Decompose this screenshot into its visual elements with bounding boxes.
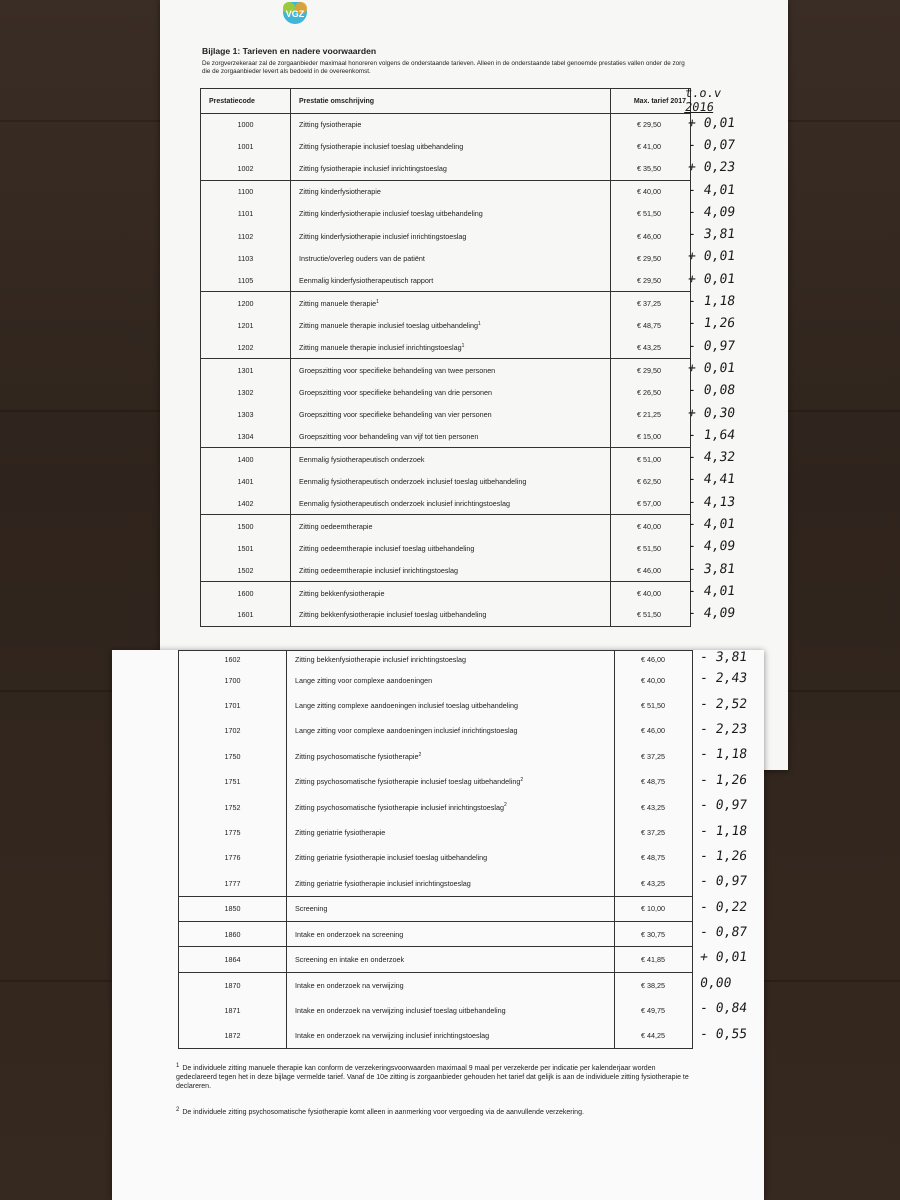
cell-description [287,845,615,870]
cell-description [291,136,611,158]
table-row [201,359,691,381]
cell-code: 1850 [179,896,287,921]
cell-description [287,651,615,668]
cell-code: 1600 [201,582,291,604]
cell-description [291,292,611,314]
handwritten-change: - 4,09 [686,204,737,220]
cell-code: 1777 [179,871,287,896]
table-row [201,314,691,336]
footnote-text: De individuele zitting manuele therapie kan conform de verzekeringsvoorwaarden maximaal 9 maal per verzekerde per indicatie per kalenderjaar worden gedeclareerd tegen het in deze bijlage vermelde tarief. Vanaf de 10e zitting is zorgaanbieder gehouden het tarief dat gelijk is aan de individuele zitting fysiotherapie te declareren. [176,1065,689,1091]
cell-code: 1400 [201,448,291,470]
cell-code: 1101 [201,203,291,225]
description-text: Groepszitting voor specifieke behandeling van drie personen [299,387,492,397]
description-text: Zitting fysiotherapie [299,120,362,130]
cell-description [287,668,615,693]
description-text: Screening en intake en onderzoek [295,954,405,964]
handwritten-change: - 2,43 [698,671,749,687]
cell-price: € 46,00 [615,651,693,668]
description-text: Zitting bekkenfysiotherapie inclusief toeslag uitbehandeling [299,610,487,620]
cell-code: 1702 [179,718,287,743]
table-row [179,921,732,946]
cell-price: € 30,75 [615,921,693,946]
cell-description [291,537,611,559]
description-text: Zitting bekkenfysiotherapie inclusief inrichtingstoeslag [295,654,466,664]
cell-price: € 46,00 [615,718,693,743]
cell-price: € 44,25 [615,1023,693,1048]
handwritten-change: + 0,23 [686,160,737,176]
handwritten-change: - 1,64 [686,427,737,443]
cell-price: € 37,25 [615,744,693,769]
vgz-logo [280,2,310,28]
cell-price: € 35,50 [611,158,691,180]
cell-description [287,972,615,997]
handwritten-change: - 1,26 [686,316,737,332]
page-title: Bijlage 1: Tarieven en nadere voorwaarden [202,46,377,56]
handwritten-change: 0,00 [698,975,733,991]
table-row [201,448,691,470]
cell-price: € 51,50 [611,203,691,225]
handwritten-change: - 3,81 [686,227,737,243]
cell-description [287,794,615,819]
description-text: Zitting manuele therapie [299,298,377,308]
description-text: Zitting geriatrie fysiotherapie inclusief inrichtingstoeslag [295,878,471,888]
handwritten-change: - 4,13 [686,494,737,510]
cell-price: € 40,00 [611,582,691,604]
table-row [179,998,732,1023]
cell-code: 1601 [201,604,291,626]
cell-price: € 40,00 [611,180,691,202]
description-text: Zitting oedeemtherapie [299,521,373,531]
cell-code: 1872 [179,1023,287,1048]
description-text: Eenmalig fysiotherapeutisch onderzoek inclusief inrichtingstoeslag [299,498,510,508]
description-text: Zitting fysiotherapie inclusief toeslag uitbehandeling [299,142,464,152]
tariff-table-continued [178,650,732,1049]
handwritten-change: - 3,81 [686,561,737,577]
table-row [201,559,691,581]
description-text: Zitting psychosomatische fysiotherapie inclusief inrichtingstoeslag [295,802,504,812]
table-row [179,769,732,794]
cell-description [291,515,611,537]
cell-description [291,359,611,381]
cell-code: 1701 [179,693,287,718]
table-row [201,114,691,136]
table-row [179,693,732,718]
description-text: Groepszitting voor specifieke behandeling van twee personen [299,365,496,375]
cell-code: 1002 [201,158,291,180]
handwritten-change: + 0,01 [686,115,737,131]
description-text: Zitting psychosomatische fysiotherapie inclusief toeslag uitbehandeling [295,777,521,787]
table-row [201,381,691,403]
cell-code: 1752 [179,794,287,819]
table-row [201,470,691,492]
handwritten-change: - 0,97 [698,798,749,814]
column-header-code: Prestatiecode [201,89,291,114]
cell-price: € 41,85 [615,947,693,972]
cell-price: € 43,25 [615,794,693,819]
table-row [179,668,732,693]
cell-description [291,493,611,515]
cell-price: € 51,50 [611,604,691,626]
cell-code: 1202 [201,336,291,358]
cell-code: 1751 [179,769,287,794]
cell-code: 1776 [179,845,287,870]
cell-description [287,820,615,845]
handwritten-change: - 2,23 [698,721,749,737]
cell-code: 1105 [201,270,291,292]
table-row [179,718,732,743]
cell-code: 1501 [201,537,291,559]
handwritten-change: - 4,09 [686,606,737,622]
handwritten-change: - 0,97 [698,874,749,890]
cell-price: € 46,00 [611,559,691,581]
description-text: Lange zitting voor complexe aandoeningen [295,675,433,685]
cell-description [287,871,615,896]
footnote-mark: 1 [176,1063,180,1069]
table-row [201,136,691,158]
cell-description [291,114,611,136]
tariff-table [200,88,691,627]
cell-description [291,448,611,470]
cell-code: 1700 [179,668,287,693]
cell-price: € 40,00 [615,668,693,693]
cell-price: € 29,50 [611,359,691,381]
description-text: Intake en onderzoek na verwijzing inclusief toeslag uitbehandeling [295,1005,506,1015]
table-row [201,537,691,559]
handwritten-change: - 4,09 [686,539,737,555]
cell-code: 1775 [179,820,287,845]
description-text: Zitting kinderfysiotherapie [299,187,381,197]
handwritten-change: - 4,01 [686,583,737,599]
cell-price: € 57,00 [611,493,691,515]
cell-code: 1103 [201,247,291,269]
footnote-mark: 2 [176,1107,180,1113]
cell-code: 1860 [179,921,287,946]
handwritten-change: - 1,18 [686,294,737,310]
handwritten-change: - 1,26 [698,772,749,788]
cell-code: 1602 [179,651,287,668]
handwritten-change: + 0,30 [686,405,737,421]
handwritten-change: - 0,84 [698,1001,749,1017]
cell-price: € 41,00 [611,136,691,158]
table-row [201,247,691,269]
cell-description [291,203,611,225]
cell-description [291,559,611,581]
description-text: Zitting fysiotherapie inclusief inrichtingstoeslag [299,164,447,174]
handwritten-header-line1: t.o.v [684,86,723,100]
description-text: Zitting manuele therapie inclusief toeslag uitbehandeling [299,321,479,331]
table-row [201,203,691,225]
description-text: Zitting oedeemtherapie inclusief toeslag uitbehandeling [299,543,475,553]
cell-price: € 29,50 [611,247,691,269]
handwritten-change: - 0,97 [686,338,737,354]
column-header-description: Prestatie omschrijving [291,89,611,114]
cell-description [291,470,611,492]
cell-price: € 51,50 [611,537,691,559]
handwritten-change: - 0,08 [686,383,737,399]
handwritten-change: - 1,18 [698,823,749,839]
table-row [201,403,691,425]
cell-description [291,426,611,448]
table-row [179,794,732,819]
table-row [179,651,732,668]
tariff-sheet-page-2 [112,650,764,1200]
handwritten-change: + 0,01 [686,271,737,287]
handwritten-change: + 0,01 [698,950,749,966]
cell-code: 1871 [179,998,287,1023]
cell-description [287,693,615,718]
cell-price: € 38,25 [615,972,693,997]
footnote-ref: 2 [418,751,422,758]
cell-price: € 37,25 [615,820,693,845]
cell-description [291,225,611,247]
cell-price: € 15,00 [611,426,691,448]
handwritten-change: - 0,07 [686,137,737,153]
footnote-ref: 1 [461,342,465,349]
cell-code: 1402 [201,493,291,515]
cell-price: € 46,00 [611,225,691,247]
cell-price: € 26,50 [611,381,691,403]
cell-code: 1000 [201,114,291,136]
table-row [201,336,691,358]
cell-description [287,998,615,1023]
table-row [201,158,691,180]
description-text: Eenmalig kinderfysiotherapeutisch rapport [299,275,434,285]
cell-description [287,921,615,946]
cell-description [287,718,615,743]
cell-code: 1303 [201,403,291,425]
table-row [201,270,691,292]
table-row [201,582,691,604]
footnote [176,1062,696,1091]
cell-code: 1301 [201,359,291,381]
cell-code: 1102 [201,225,291,247]
cell-code: 1201 [201,314,291,336]
cell-price: € 10,00 [615,896,693,921]
cell-description [291,180,611,202]
cell-code: 1500 [201,515,291,537]
cell-description [287,744,615,769]
handwritten-change: - 4,01 [686,182,737,198]
cell-price: € 48,75 [611,314,691,336]
description-text: Screening [295,904,328,914]
cell-price: € 29,50 [611,114,691,136]
cell-price: € 51,50 [615,693,693,718]
handwritten-change: - 3,81 [698,650,749,665]
cell-price: € 43,25 [615,871,693,896]
table-row [201,493,691,515]
handwritten-change: + 0,01 [686,249,737,265]
description-text: Intake en onderzoek na screening [295,929,404,939]
svg-text:VGZ: VGZ [285,9,305,19]
cell-code: 1864 [179,947,287,972]
table-row [179,947,732,972]
table-row [179,845,732,870]
cell-description [291,158,611,180]
description-text: Groepszitting voor specifieke behandeling van vier personen [299,410,492,419]
table-row [201,426,691,448]
handwritten-change: - 1,26 [698,848,749,864]
footnote-text: De individuele zitting psychosomatische fysiotherapie komt alleen in aanmerking voor vergoeding via de aanvullende verzekering. [182,1109,584,1117]
handwritten-change: + 0,01 [686,360,737,376]
table-row [201,515,691,537]
cell-price: € 48,75 [615,769,693,794]
cell-code: 1304 [201,426,291,448]
cell-price: € 40,00 [611,515,691,537]
cell-description [291,604,611,626]
cell-code: 1401 [201,470,291,492]
footnote-ref: 2 [503,802,507,809]
handwritten-change: - 1,18 [698,747,749,763]
handwritten-change: - 0,87 [698,925,749,941]
cell-description [287,1023,615,1048]
table-row [179,820,732,845]
table-row [201,225,691,247]
description-text: Lange zitting complexe aandoeningen inclusief toeslag uitbehandeling [295,701,518,711]
cell-code: 1001 [201,136,291,158]
cell-code: 1100 [201,180,291,202]
cell-description [291,403,611,425]
description-text: Eenmalig fysiotherapeutisch onderzoek [299,454,425,464]
table-row [179,972,732,997]
table-row [179,1023,732,1048]
handwritten-change: - 4,41 [686,472,737,488]
description-text: Zitting manuele therapie inclusief inrichtingstoeslag [299,343,462,353]
cell-price: € 49,75 [615,998,693,1023]
cell-code: 1302 [201,381,291,403]
cell-description [291,270,611,292]
table-row [201,180,691,202]
cell-price: € 48,75 [615,845,693,870]
cell-description [291,314,611,336]
handwritten-change: - 2,52 [698,696,749,712]
handwritten-change: - 4,01 [686,516,737,532]
cell-description [291,247,611,269]
cell-price: € 51,00 [611,448,691,470]
table-row [179,896,732,921]
footnote-ref: 1 [376,298,379,305]
description-text: Instructie/overleg ouders van de patiënt [299,253,425,263]
description-text: Zitting bekkenfysiotherapie [299,588,385,598]
cell-code: 1870 [179,972,287,997]
cell-price: € 29,50 [611,270,691,292]
cell-description [287,947,615,972]
cell-description [291,336,611,358]
description-text: Intake en onderzoek na verwijzing [295,980,404,990]
footnote [176,1106,696,1117]
column-header-price: Max. tarief 2017 [611,89,691,114]
cell-code: 1750 [179,744,287,769]
intro-text: De zorgverzekeraar zal de zorgaanbieder maximaal honoreren volgens de onderstaande tarieven. Alleen in de onderstaande tabel genoemde prestaties vallen onder de zorg die de zorgaanbieder levert als bedoeld in de overeenkomst. [202,60,685,75]
cell-price: € 37,25 [611,292,691,314]
cell-price: € 43,25 [611,336,691,358]
cell-code: 1200 [201,292,291,314]
description-text: Zitting oedeemtherapie inclusief inrichtingstoeslag [299,565,459,575]
handwritten-header-line2: 2016 [684,100,715,114]
table-row [179,871,732,896]
cell-code: 1502 [201,559,291,581]
description-text: Groepszitting voor behandeling van vijf tot tien personen [299,432,479,442]
description-text: Intake en onderzoek na verwijzing inclusief inrichtingstoeslag [295,1030,490,1040]
description-text: Zitting psychosomatische fysiotherapie [295,752,419,762]
description-text: Zitting geriatrie fysiotherapie inclusief toeslag uitbehandeling [295,853,488,863]
description-text: Zitting kinderfysiotherapie inclusief toeslag uitbehandeling [299,209,483,219]
description-text: Zitting kinderfysiotherapie inclusief inrichtingstoeslag [299,231,467,241]
cell-description [287,769,615,794]
cell-description [291,582,611,604]
footnote-ref: 2 [520,777,524,784]
description-text: Eenmalig fysiotherapeutisch onderzoek inclusief toeslag uitbehandeling [299,476,527,486]
footnote-ref: 1 [478,320,481,327]
cell-price: € 21,25 [611,403,691,425]
cell-description [287,896,615,921]
table-row [201,604,691,626]
table-row [179,744,732,769]
cell-price: € 62,50 [611,470,691,492]
cell-description [291,381,611,403]
handwritten-change: - 0,55 [698,1026,749,1042]
table-row [201,292,691,314]
handwritten-change: - 4,32 [686,450,737,466]
description-text: Lange zitting voor complexe aandoeningen inclusief inrichtingstoeslag [295,726,518,736]
handwritten-change: - 0,22 [698,899,749,915]
description-text: Zitting geriatrie fysiotherapie [295,828,386,838]
